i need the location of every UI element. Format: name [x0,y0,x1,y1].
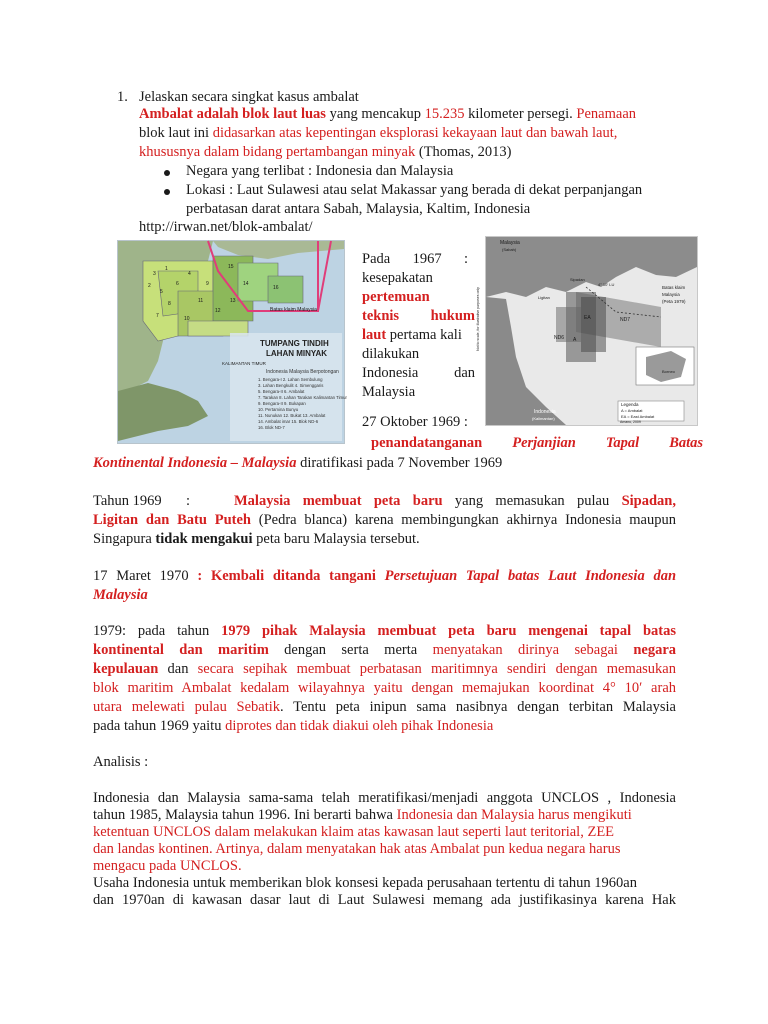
analysis-line-5: mengacu pada UNCLOS. [93,858,242,874]
label-sipadan: Sipadan [570,277,585,282]
text-span: dengan serta merta [268,642,433,658]
q1-line-1 [139,105,636,124]
text-span: : Kembali ditanda tangani [197,568,385,584]
block-list-item: 11. Nunukan 12. Bukat 13. Ambalat [258,413,326,418]
label-ea: EA [584,315,591,321]
text-span: tahun 1985, Malaysia tahun 1996. Ini berarti bahwa [93,807,397,823]
text-span: menyatakan dirinya sebagai [432,642,618,658]
bullet-icon [164,170,170,176]
text-span: Perjanjian [512,435,576,451]
label-indonesia: Indonesia [534,409,556,415]
text-span: dan [158,661,198,677]
p1969-line-2 [93,511,676,530]
text-span: kepulauan [93,661,159,677]
bullet-location-l2: perbatasan darat antara Sabah, Malaysia, Kaltim, Indonesia [186,201,531,217]
label-ligitan: Ligitan [538,295,550,300]
block-number: 5 [160,289,163,295]
label-claim-year: (Peta 1979) [662,299,686,304]
area-value: 15.235 [424,106,465,122]
block-number: 8 [168,301,171,307]
text-span: (Pedra blanca) karena membingungkan akhirnya Indonesia maupun [250,512,676,528]
text-span: penandatanganan [371,435,483,451]
text-span: Pada 1967 [362,251,442,267]
text-span: pada tahun 1969 yaitu [93,718,226,734]
laut-pertama [362,326,462,345]
analysis-line-3: ketentuan UNCLOS dalam melakukan klaim atas kawasan laut seperti laut teritorial, ZEE [93,824,615,840]
text-span: Kontinental Indonesia – Malaysia [93,455,297,471]
block-list-item: 16. Blok ND-7 [258,425,285,430]
source-url: http://irwan.net/blok-ambalat/ [139,219,313,235]
oil-overlap-map [117,240,345,444]
indonesia-dan [362,364,475,383]
block-number: 15 [228,264,234,270]
q1-line-2 [139,124,617,143]
p1979-line-5 [93,698,676,717]
analysis-line-6: Usaha Indonesia untuk memberikan blok konsesi kepada perusahaan tertentu di tahun 1960an [93,875,637,891]
p1969-line-1b [234,492,676,511]
block-list-item: 14. Ambalat imar 15. Blok ND-6 [258,419,319,424]
text-span: 1979: pada tahun [93,623,222,639]
malaysia: Malaysia [362,384,416,400]
map-side-note: Not to scale, for illustrative purposes only [475,287,480,351]
text-span: kontinental dan maritim [93,642,269,658]
text-span: yang memasukan pulau [442,493,622,509]
p1979-line-2 [93,641,676,660]
text-span: : [463,251,468,267]
block-list [258,377,347,431]
block-list-item: 5. Bengara-II 6. Ambalat [258,389,305,394]
block-list-item: 10. Pertamina Bunyu [258,407,299,412]
label-nd7: ND7 [620,317,631,323]
text-span: yang mencakup [325,106,425,122]
legend-ambalat: A = Ambalat [621,408,643,413]
block-number: 7 [156,313,159,319]
block-number: 1 [165,266,168,272]
text-span: khususnya dalam bidang pertambangan minyak [139,144,416,160]
analysis-line-7: dan 1970an di kawasan dasar laut di Laut Sulawesi memang ada justifikasinya karena Hak [93,892,676,908]
map-title: TUMPANG TINDIH [260,339,329,348]
text-span: Indonesia dan Malaysia harus mengikuti [396,807,632,823]
text-span: utara melewati pulau Sebatik [93,699,281,715]
label-sabah: (Sabah) [502,247,517,252]
text-span: Malaysia membuat peta baru [234,493,443,509]
block-number: 4 [188,271,191,277]
kontinental-line [93,454,502,473]
p1979-line-4: blok maritim Ambalat kedalam wilayahnya yaitu dengan memajukan koordinat 4° 10′ arah [93,680,676,696]
ambalat-map-svg [486,237,697,425]
text-span: kilometer persegi. [464,106,577,122]
analysis-line-1: Indonesia dan Malaysia sama-sama telah meratifikasi/menjadi anggota UNCLOS , Indonesia [93,790,676,806]
bullet-location-l1: Lokasi : Laut Sulawesi atau selat Makassar yang berada di dekat perpanjangan [186,182,643,198]
text-span: Indonesia [362,365,419,381]
block-number: 3 [153,271,156,277]
p1979-line-1 [93,622,676,641]
label-malaysia: Malaysia [500,240,520,246]
block-number: 10 [184,316,190,322]
text-span: laut [362,327,387,343]
map-source: Amanu, 2009 [620,420,641,424]
label-claim: Malaysia [662,292,680,297]
label-nd6: ND6 [554,335,565,341]
text-span: dan [454,365,475,381]
p1969-line-1 [93,492,162,511]
text-span: tidak mengakui [155,531,253,547]
block-number: 2 [148,283,151,289]
legend-indonesia: Indonesia [266,369,288,375]
text-span: Ligitan dan Batu Puteh [93,512,251,528]
question-text: Jelaskan secara singkat kasus ambalat [139,89,359,105]
block-number: 6 [176,281,179,287]
legend [266,369,339,375]
label-a: A [573,337,577,343]
text-span: diratifikasi pada 7 November 1969 [296,455,503,471]
kaltim-label: KALIMANTAN TIMUR [222,361,266,366]
penandatanganan-line [371,434,703,453]
q1-line-3 [139,143,512,162]
analysis-line-4: dan landas kontinen. Artinya, dalam menyatakan hak atas Ambalat pun kedua negara harus [93,841,621,857]
text-span: hukum [430,308,475,324]
text-span: Tapal [605,435,640,451]
text-span: diprotes dan tidak diakui oleh pihak Indonesia [225,718,494,734]
text-span: Singapura [93,531,156,547]
legend-east-ambalat: EA = East Ambalat [621,414,655,419]
bullet-countries: Negara yang terlibat : Indonesia dan Malaysia [186,163,454,179]
text-span: . Tentu peta inipun sama nasibnya dengan terbitan Malaysia [280,699,676,715]
block-list-item: 7. Tarakan 8. Lahan Tarakan Kalimantan Timur [258,395,347,400]
citation: (Thomas, 2013) [415,144,512,160]
map-title: LAHAN MINYAK [266,349,328,358]
ambalat-map [475,236,698,426]
block-number: 12 [215,308,221,314]
dilakukan: dilakukan [362,346,420,362]
date-1969: 27 Oktober 1969 : [362,414,468,430]
text-span: 1979 pihak Malaysia membuat peta baru mengenai tapal batas [221,623,676,639]
p1979-line-3 [93,660,676,679]
bullet-icon [164,189,170,195]
label-borneo: Borneo [662,369,675,374]
p1979-line-6 [93,717,493,736]
text-span: Batas [669,435,704,451]
p1970-line-1 [93,567,676,586]
text-span: Penamaan [576,106,637,122]
text-span: peta baru Malaysia tersebut. [252,531,420,547]
text-span: Persetujuan Tapal batas Laut Indonesia dan [384,568,677,584]
block-list-item: 1. Bengara-I 2. Lahan Sembulung [258,377,323,382]
block-number: 9 [206,281,209,287]
analysis-heading: Analisis : [93,754,149,770]
text-span: teknis [362,308,400,324]
block-list-item: 3. Lahan Bengkulit 4. Simenggaris [258,383,324,388]
teknis-hukum [362,307,475,326]
kesepakatan: kesepakatan [362,270,433,286]
text-span: blok laut ini [139,125,213,141]
legend-malaysia: Malaysia [289,369,309,375]
p1970-line-2: Malaysia [93,587,148,603]
legend-title: Legenda [621,402,639,407]
label-coordinate: 4° 10' LU [598,282,615,287]
text-span: negara [617,642,677,658]
legend-overlap: Berpotongan [310,369,339,375]
year-1967 [362,250,468,269]
text-span: secara sepihak membuat perbatasan maritimnya sendiri dengan memasukan [197,661,676,677]
block-list-item: 9. Bengara-II 9. Bukapan [258,401,306,406]
list-number: 1. [117,89,128,105]
pertemuan: pertemuan [362,289,430,305]
text-span: Tahun 1969 [93,493,162,509]
p1969-line-3 [93,530,420,549]
text-span: Sipadan, [621,493,676,509]
block-number: 16 [273,285,279,291]
text-span: : [186,493,191,509]
text-span: 17 Maret 1970 [93,568,198,584]
label-claim: Batas klaim [662,285,686,290]
text-span: pertama kali [386,327,462,343]
ambalat-definition: Ambalat adalah blok laut luas [139,106,326,122]
label-kaltim: (Kalimantan) [532,416,555,421]
block-number: 13 [230,298,236,304]
block-number: 14 [243,281,249,287]
text-span: didasarkan atas kepentingan eksplorasi kekayaan laut dan bawah laut, [212,125,618,141]
block-number: 11 [198,298,204,304]
claim-label: Batas klaim Malaysia [270,307,317,313]
